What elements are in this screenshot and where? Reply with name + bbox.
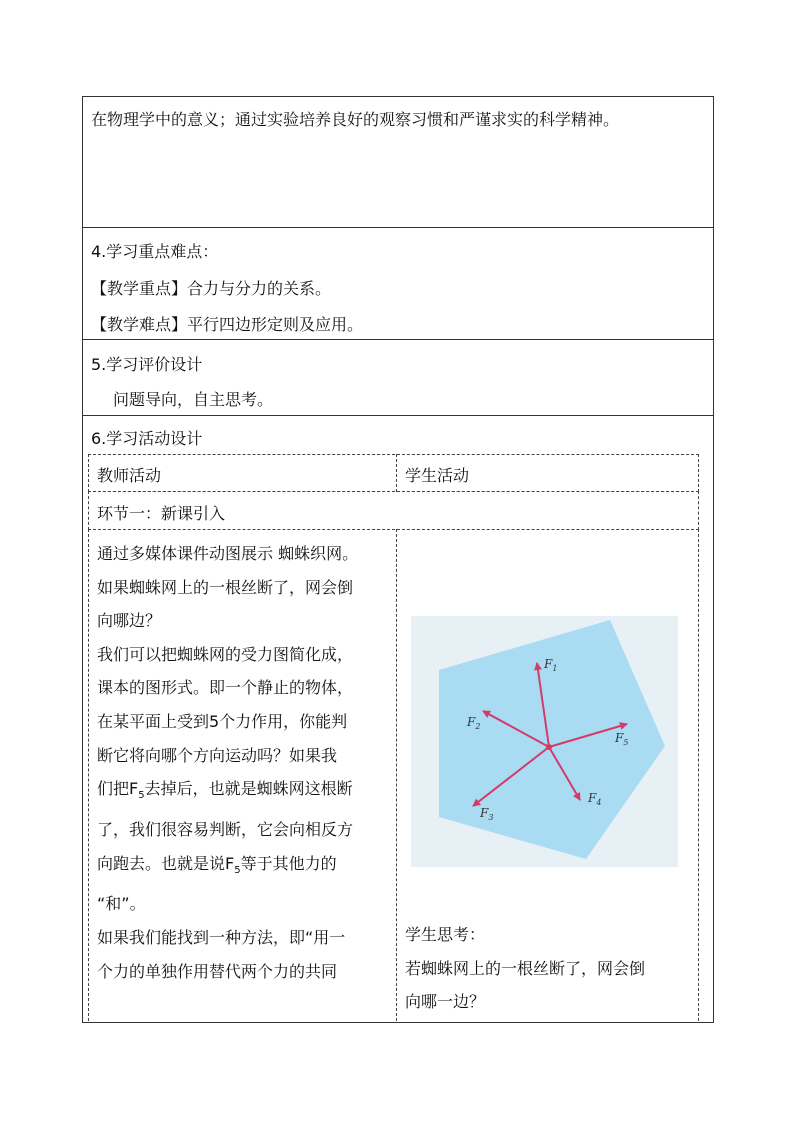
label-f5: $F_5$: [615, 731, 629, 747]
column-header-teacher: 教师活动: [97, 466, 162, 485]
teacher-line: 如果我们能找到一种方法，即“用一: [97, 927, 346, 947]
content-row-right-border: [698, 529, 699, 1021]
student-activity-text: [405, 918, 695, 1019]
section4-heading: 4.学习重点难点：: [91, 242, 219, 261]
activity-header-row: [88, 454, 699, 492]
content-row-left-border: [88, 529, 89, 1021]
teacher-line: 我们可以把蜘蛛网的受力图简化成，: [97, 644, 354, 664]
section6-heading: 6.学习活动设计: [91, 429, 203, 448]
teacher-line: 个力的单独作用替代两个力的共同: [97, 961, 338, 981]
label-f3: $F_3$: [480, 806, 494, 822]
teacher-activity-text: [97, 537, 393, 988]
column-header-student: 学生活动: [405, 466, 470, 485]
teacher-line: 们把$F_5$去掉后，也就是蜘蛛网这根断: [97, 779, 353, 802]
stage1-label: 环节一：新课引入: [97, 504, 226, 523]
student-line: 若蜘蛛网上的一根丝断了，网会倒: [405, 958, 646, 978]
teacher-line: “和”。: [97, 894, 146, 914]
teacher-line: 如果蜘蛛网上的一根丝断了，网会倒: [97, 577, 354, 597]
teacher-line: 在某平面上受到5个力作用，你能判: [97, 711, 348, 731]
label-f4: $F_4$: [588, 791, 602, 807]
difficult-point: 【教学难点】平行四边形定则及应用。: [91, 315, 364, 334]
label-f1: $F_1$: [544, 657, 558, 673]
row-divider: [82, 227, 713, 228]
spider-web-force-diagram: [411, 616, 678, 867]
teacher-line: 向跑去。也就是说$F_5$等于其他力的: [97, 853, 337, 876]
column-divider: [396, 454, 397, 492]
teacher-line: 通过多媒体课件动图展示 蜘蛛织网。: [97, 544, 359, 563]
key-point: 【教学重点】合力与分力的关系。: [91, 279, 332, 298]
section5-heading: 5.学习评价设计: [91, 355, 203, 374]
teacher-line: 了，我们很容易判断，它会向相反方: [97, 819, 354, 839]
label-f2: $F_2$: [467, 715, 481, 731]
teacher-line: 课本的图形式。即一个静止的物体，: [97, 678, 354, 698]
row-divider: [82, 339, 713, 340]
force-origin-point: [546, 744, 552, 750]
content-row-mid-border: [396, 529, 397, 1021]
student-line: 向哪一边？: [405, 992, 486, 1012]
teacher-line: 向哪边？: [97, 611, 162, 631]
intro-text: 在物理学中的意义；通过实验培养良好的观察习惯和严谨求实的科学精神。: [91, 110, 620, 129]
student-line: 学生思考：: [405, 925, 486, 944]
teacher-line: 断它将向哪个方向运动吗？如果我: [97, 745, 338, 765]
row-divider: [82, 415, 713, 416]
section5-content: 问题导向，自主思考。: [113, 390, 274, 409]
